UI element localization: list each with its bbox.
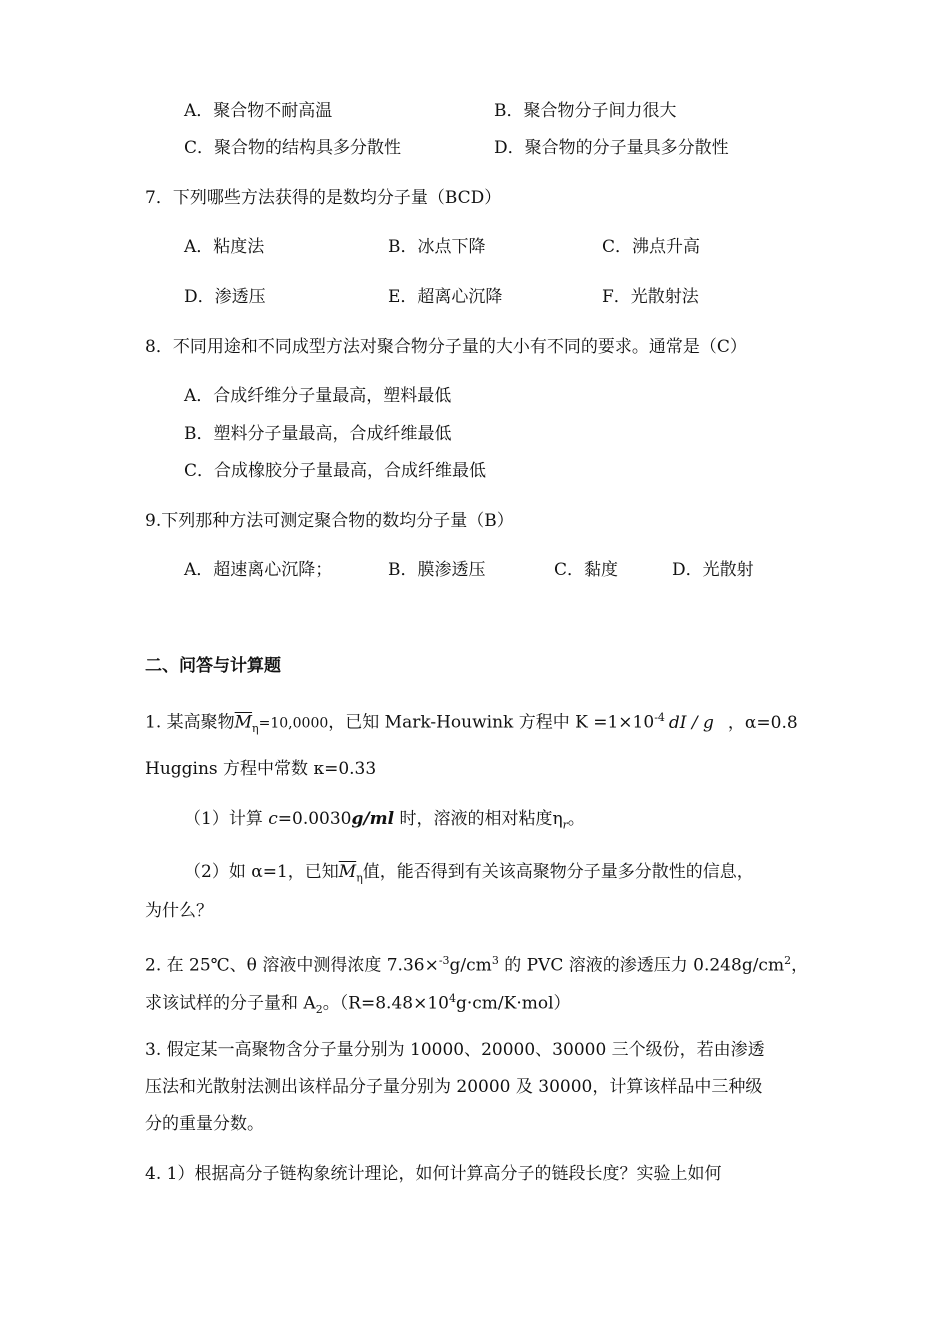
problem-1-part-2 — [184, 861, 754, 889]
alpha-value: ，α=0.8 — [727, 712, 798, 733]
problem-3-line-2: 压法和光散射法测出该样品分子量分别为 20000 及 30000，计算该样品中三种级 — [145, 1077, 763, 1097]
q7-option-c: C．沸点升高 — [602, 237, 701, 257]
problem-2-line-2 — [145, 988, 571, 1021]
k-unit: dI / g — [668, 712, 714, 733]
problem-2-text-g: g·cm/K·mol） — [455, 993, 571, 1014]
problem-2-text-e: 求该试样的分子量和 A — [145, 993, 316, 1014]
problem-1-line-2: Huggins 方程中常数 κ=0.33 — [145, 759, 377, 779]
q7-option-d: D．渗透压 — [184, 287, 266, 307]
q9-stem: 9.下列那种方法可测定聚合物的数均分子量（B） — [145, 511, 514, 531]
problem-2-text-a: 2. 在 25℃、θ 溶液中测得浓度 7.36× — [145, 955, 439, 976]
problem-1-part-1 — [184, 808, 585, 836]
problem-1-number: 1. — [145, 712, 167, 733]
problem-2-text-f: 。（R=8.48×10 — [322, 993, 449, 1014]
q8-stem: 8．不同用途和不同成型方法对聚合物分子量的大小有不同的要求。通常是（C） — [145, 337, 747, 357]
problem-2-line-1 — [145, 950, 808, 977]
q7-option-a: A．粘度法 — [184, 237, 265, 257]
part-2-text-b: 值，能否得到有关该高聚物分子量多分散性的信息， — [362, 862, 754, 882]
q7-stem: 7．下列哪些方法获得的是数均分子量（BCD） — [145, 188, 502, 208]
q7-option-e: E．超离心沉降 — [388, 287, 503, 307]
eta-subscript: η — [252, 722, 259, 736]
q8-option-a: A．合成纤维分子量最高，塑料最低 — [184, 386, 452, 406]
q7-option-f: F．光散射法 — [602, 287, 699, 307]
part-1-text-c: 。 — [567, 809, 585, 829]
problem-1-text: 某高聚物 — [166, 712, 235, 733]
problem-2-text-b: g/cm — [449, 955, 492, 976]
problem-3-line-1: 3. 假定某一高聚物含分子量分别为 10000、20000、30000 三个级份，若由渗透 — [145, 1040, 765, 1060]
q9-option-d: D．光散射 — [672, 560, 754, 580]
cm2-exponent: 2 — [784, 954, 792, 967]
viscosity-avg-molecular-weight-symbol: $\overline{M}$ — [234, 712, 253, 733]
concentration-unit: g/ml — [351, 809, 395, 829]
q8-option-b: B．塑料分子量最高，合成纤维最低 — [184, 424, 452, 444]
conc-exponent: -3 — [438, 954, 450, 967]
mw-value: =10,0000 — [258, 715, 329, 732]
r-subscript: r — [562, 818, 568, 832]
q8-option-c: C．合成橡胶分子量最高，合成纤维最低 — [184, 461, 487, 481]
section-heading: 二、问答与计算题 — [145, 656, 281, 676]
a2-subscript: 2 — [315, 1003, 323, 1017]
problem-1-line-1 — [145, 707, 798, 740]
q9-option-b: B．膜渗透压 — [388, 560, 486, 580]
k-exponent: -4 — [654, 711, 665, 724]
viscosity-avg-molecular-weight-symbol-2: $\overline{M}$ — [338, 862, 357, 882]
mark-houwink-text: ，已知 Mark-Houwink 方程中 K =1×10 — [328, 712, 655, 733]
part-1-text-b: 时，溶液的相对粘度η — [394, 809, 563, 829]
q7-option-b: B．冰点下降 — [388, 237, 486, 257]
q6-option-c: C．聚合物的结构具多分散性 — [184, 138, 402, 158]
q6-option-b: B．聚合物分子间力很大 — [494, 101, 677, 121]
problem-4-line-1: 4. 1）根据高分子链构象统计理论，如何计算高分子的链段长度？实验上如何 — [145, 1164, 722, 1184]
q9-option-c: C．黏度 — [554, 560, 619, 580]
problem-3-line-3: 分的重量分数。 — [145, 1114, 264, 1134]
problem-2-text-d: ， — [791, 955, 809, 976]
eta-subscript-2: η — [356, 871, 363, 885]
concentration-value: =0.0030 — [277, 809, 352, 829]
q6-option-d: D．聚合物的分子量具多分散性 — [494, 138, 729, 158]
part-2-text-a: （2）如 α=1，已知 — [184, 862, 339, 882]
problem-1-part-2-line-2: 为什么？ — [145, 901, 213, 921]
cm3-exponent: 3 — [491, 954, 499, 967]
q6-option-a: A．聚合物不耐高温 — [184, 101, 333, 121]
problem-2-text-c: 的 PVC 溶液的渗透压力 0.248g/cm — [498, 955, 785, 976]
part-1-text-a: （1）计算 — [184, 809, 269, 829]
r-exponent: 4 — [448, 992, 456, 1005]
q9-option-a: A．超速离心沉降； — [184, 560, 333, 580]
concentration-symbol: c — [268, 809, 278, 829]
